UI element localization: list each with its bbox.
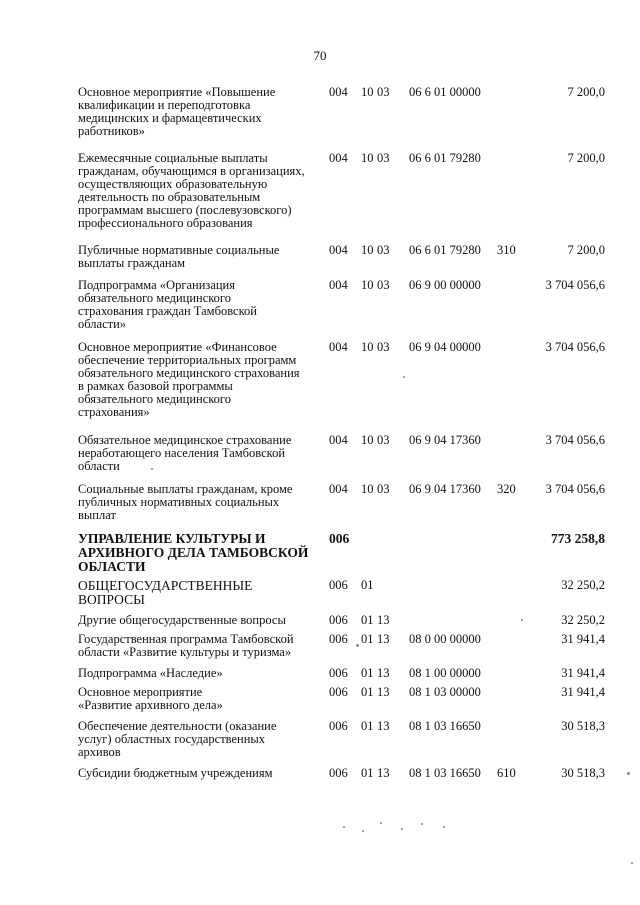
- row-name: [78, 579, 318, 607]
- ministry-code: 006: [329, 766, 348, 780]
- row-name-line: публичных нормативных социальных: [78, 495, 280, 509]
- scan-speck: [421, 823, 423, 825]
- row-name-line: в рамках базовой программы: [78, 379, 233, 393]
- row-name: [78, 767, 318, 780]
- scan-speck: [356, 644, 359, 647]
- scan-speck: [380, 822, 382, 824]
- row-name: [78, 279, 318, 331]
- ministry-code: 004: [329, 433, 348, 447]
- row-name-line: услуг) областных государственных: [78, 732, 266, 746]
- row-name: [78, 483, 318, 522]
- amount: 3 704 056,6: [545, 278, 605, 292]
- scan-speck: [521, 619, 523, 621]
- page-number: 70: [313, 48, 327, 63]
- section-code: 01: [361, 666, 374, 680]
- row-name: [78, 152, 318, 230]
- subsection-code: 13: [377, 766, 390, 780]
- subsection-code: 03: [377, 278, 390, 292]
- ministry-code: 006: [329, 685, 348, 699]
- row-name-line: ОБЛАСТИ: [78, 559, 146, 574]
- ministry-code: 006: [329, 719, 348, 733]
- row-name-line: Подпрограмма «Наследие»: [78, 666, 223, 680]
- row-name-line: выплаты гражданам: [78, 256, 186, 270]
- subsection-code: 13: [377, 666, 390, 680]
- row-name-line: области»: [78, 317, 127, 331]
- row-name-line: АРХИВНОГО ДЕЛА ТАМБОВСКОЙ: [78, 545, 309, 560]
- ministry-code: 004: [329, 151, 348, 165]
- section-code: 10: [361, 243, 374, 257]
- section-code: 01: [361, 766, 374, 780]
- ministry-code: 006: [329, 632, 348, 646]
- row-name-line: Основное мероприятие: [78, 685, 203, 699]
- row-name-line: архивов: [78, 745, 121, 759]
- row-name-line: медицинских и фармацевтических: [78, 111, 262, 125]
- section-code: 10: [361, 433, 374, 447]
- scan-speck: [443, 826, 445, 828]
- scan-speck: [343, 826, 345, 828]
- row-name-line: Подпрограмма «Организация: [78, 278, 235, 292]
- subsection-code: 03: [377, 85, 390, 99]
- scan-speck: [627, 772, 630, 775]
- row-name-line: страхования граждан Тамбовской: [78, 304, 257, 318]
- scan-speck: [151, 468, 153, 470]
- row-name-line: области: [78, 459, 120, 473]
- target-article-code: 08 1 00 00000: [409, 666, 481, 680]
- amount: 30 518,3: [561, 719, 605, 733]
- row-name: [78, 341, 318, 419]
- subsection-code: 03: [377, 243, 390, 257]
- row-name-line: Субсидии бюджетным учреждениям: [78, 766, 273, 780]
- subsection-code: 03: [377, 340, 390, 354]
- row-name: [78, 686, 318, 712]
- section-code: 01: [361, 613, 374, 627]
- target-article-code: 06 9 00 00000: [409, 278, 481, 292]
- row-name-line: профессионального образования: [78, 216, 253, 230]
- ministry-code: 004: [329, 243, 348, 257]
- ministry-code: 004: [329, 278, 348, 292]
- section-code: 01: [361, 632, 374, 646]
- row-name-line: области «Развитие культуры и туризма»: [78, 645, 292, 659]
- amount: 32 250,2: [561, 613, 605, 627]
- row-name: [78, 244, 318, 270]
- row-name-line: страхования»: [78, 405, 150, 419]
- ministry-code: 006: [329, 613, 348, 627]
- ministry-code: 006: [329, 578, 348, 592]
- subsection-code: 13: [377, 719, 390, 733]
- amount: 7 200,0: [567, 85, 605, 99]
- expense-type-code: 320: [497, 482, 516, 496]
- target-article-code: 06 9 04 17360: [409, 482, 481, 496]
- section-code: 10: [361, 278, 374, 292]
- expense-type-code: 310: [497, 243, 516, 257]
- row-name-line: «Развитие архивного дела»: [78, 698, 223, 712]
- row-name-line: квалификации и переподготовка: [78, 98, 251, 112]
- section-code: 10: [361, 151, 374, 165]
- row-name-line: Основное мероприятие «Повышение: [78, 85, 276, 99]
- row-name-line: Публичные нормативные социальные: [78, 243, 280, 257]
- subsection-code: 13: [377, 685, 390, 699]
- scan-speck: [401, 828, 403, 830]
- row-name: [78, 532, 318, 574]
- amount: 3 704 056,6: [545, 433, 605, 447]
- ministry-code: 004: [329, 340, 348, 354]
- row-name-line: Обеспечение деятельности (оказание: [78, 719, 277, 733]
- target-article-code: 08 1 03 16650: [409, 719, 481, 733]
- section-code: 01: [361, 578, 374, 592]
- amount: 31 941,4: [561, 685, 605, 699]
- subsection-code: 03: [377, 433, 390, 447]
- ministry-code: 004: [329, 85, 348, 99]
- subsection-code: 03: [377, 482, 390, 496]
- row-name-line: обеспечение территориальных программ: [78, 353, 297, 367]
- row-name-line: Ежемесячные социальные выплаты: [78, 151, 268, 165]
- amount: 30 518,3: [561, 766, 605, 780]
- amount: 31 941,4: [561, 632, 605, 646]
- amount: 32 250,2: [561, 578, 605, 592]
- row-name-line: работников»: [78, 124, 145, 138]
- row-name-line: неработающего населения Тамбовской: [78, 446, 286, 460]
- row-name: [78, 434, 318, 473]
- row-name-line: УПРАВЛЕНИЕ КУЛЬТУРЫ И: [78, 531, 266, 546]
- subsection-code: 13: [377, 632, 390, 646]
- row-name-line: Другие общегосударственные вопросы: [78, 613, 286, 627]
- row-name-line: программам высшего (послевузовского): [78, 203, 292, 217]
- row-name: [78, 614, 318, 627]
- row-name-line: Государственная программа Тамбовской: [78, 632, 294, 646]
- target-article-code: 06 9 04 17360: [409, 433, 481, 447]
- scan-speck: [631, 862, 633, 864]
- row-name-line: Социальные выплаты гражданам, кроме: [78, 482, 293, 496]
- section-code: 01: [361, 719, 374, 733]
- amount: 3 704 056,6: [545, 482, 605, 496]
- scan-speck: [403, 376, 405, 378]
- target-article-code: 06 6 01 79280: [409, 151, 481, 165]
- amount: 3 704 056,6: [545, 340, 605, 354]
- row-name: [78, 667, 318, 680]
- target-article-code: 08 1 03 00000: [409, 685, 481, 699]
- section-code: 10: [361, 85, 374, 99]
- row-name-line: деятельность по образовательным: [78, 190, 261, 204]
- ministry-code: 006: [329, 666, 348, 680]
- row-name-line: осуществляющих образовательную: [78, 177, 268, 191]
- section-code: 01: [361, 685, 374, 699]
- row-name-line: Основное мероприятие «Финансовое: [78, 340, 277, 354]
- subsection-code: 03: [377, 151, 390, 165]
- row-name-line: Обязательное медицинское страхование: [78, 433, 292, 447]
- row-name: [78, 633, 318, 659]
- row-name: [78, 720, 318, 759]
- target-article-code: 06 9 04 00000: [409, 340, 481, 354]
- target-article-code: 06 6 01 00000: [409, 85, 481, 99]
- target-article-code: 06 6 01 79280: [409, 243, 481, 257]
- row-name-line: ВОПРОСЫ: [78, 592, 145, 607]
- row-name-line: обязательного медицинского страхования: [78, 366, 300, 380]
- section-code: 10: [361, 482, 374, 496]
- target-article-code: 08 1 03 16650: [409, 766, 481, 780]
- row-name-line: выплат: [78, 508, 116, 522]
- subsection-code: 13: [377, 613, 390, 627]
- amount: 31 941,4: [561, 666, 605, 680]
- amount: 7 200,0: [567, 151, 605, 165]
- row-name-line: обязательного медицинского: [78, 291, 232, 305]
- scan-speck: [362, 830, 364, 832]
- section-code: 10: [361, 340, 374, 354]
- target-article-code: 08 0 00 00000: [409, 632, 481, 646]
- row-name-line: ОБЩЕГОСУДАРСТВЕННЫЕ: [78, 578, 253, 593]
- row-name-line: обязательного медицинского: [78, 392, 232, 406]
- row-name: [78, 86, 318, 138]
- ministry-code: 004: [329, 482, 348, 496]
- amount: 7 200,0: [567, 243, 605, 257]
- amount: 773 258,8: [551, 531, 605, 546]
- expense-type-code: 610: [497, 766, 516, 780]
- row-name-line: гражданам, обучающимся в организациях,: [78, 164, 305, 178]
- ministry-code: 006: [329, 531, 350, 546]
